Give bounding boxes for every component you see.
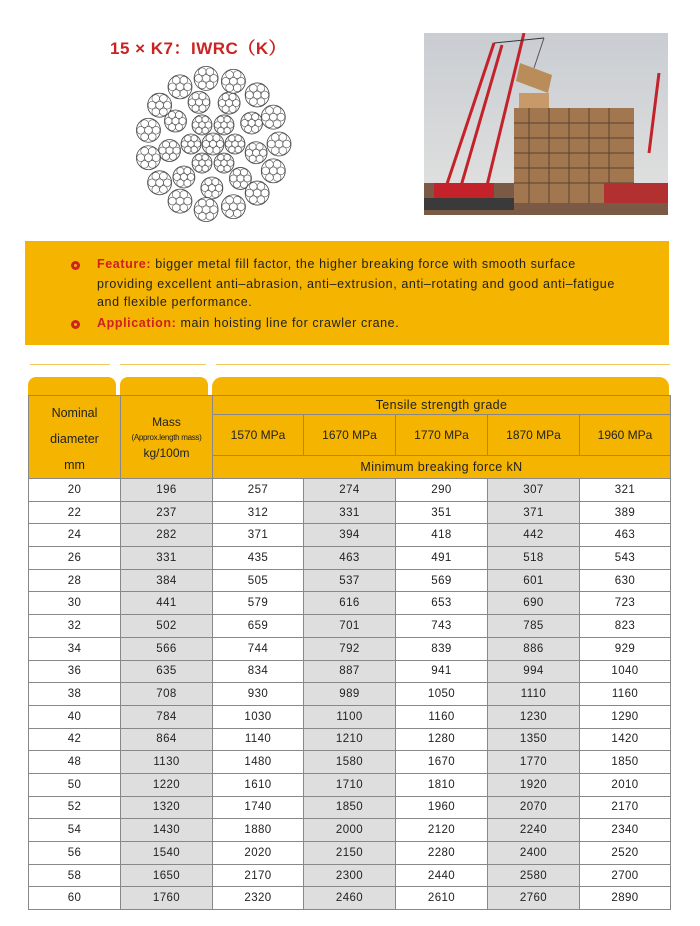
table-cell: 1540: [121, 842, 213, 865]
table-cell: 1880: [213, 819, 304, 842]
table-cell: 435: [213, 547, 304, 570]
table-cell: 601: [488, 569, 580, 592]
table-cell: 1110: [488, 683, 580, 706]
table-cell: 307: [488, 479, 580, 502]
table-cell: 321: [580, 479, 671, 502]
header-subtext: (Approx.length mass): [131, 432, 202, 442]
table-cell: 48: [29, 751, 121, 774]
table-cell: 34: [29, 637, 121, 660]
strand: [158, 140, 180, 162]
table-cell: 371: [488, 501, 580, 524]
table-cell: 30: [29, 592, 121, 615]
strand: [136, 146, 160, 170]
table-cell: 257: [213, 479, 304, 502]
feature-label: Feature:: [97, 257, 152, 271]
table-cell: 569: [396, 569, 488, 592]
table-row: [29, 819, 671, 842]
table-cell: 792: [304, 637, 396, 660]
table-cell: 441: [121, 592, 213, 615]
table-cell: 887: [304, 660, 396, 683]
table-cell: 371: [213, 524, 304, 547]
table-row: [29, 773, 671, 796]
table-cell: 56: [29, 842, 121, 865]
table-cell: 36: [29, 660, 121, 683]
table-cell: 701: [304, 615, 396, 638]
table-cell: 28: [29, 569, 121, 592]
strand: [221, 69, 245, 93]
table-cell: 537: [304, 569, 396, 592]
table-cell: 331: [121, 547, 213, 570]
table-cell: 2610: [396, 887, 488, 910]
table-cell: 1960: [396, 796, 488, 819]
table-cell: 659: [213, 615, 304, 638]
feature-line-1: [97, 255, 576, 274]
table-cell: 1920: [488, 773, 580, 796]
table-row: [29, 751, 671, 774]
table-cell: 1430: [121, 819, 213, 842]
grade-header: 1570 MPa: [213, 415, 304, 455]
table-row: [29, 615, 671, 638]
table-cell: 708: [121, 683, 213, 706]
bullet-icon: [71, 261, 80, 270]
table-cell: 543: [580, 547, 671, 570]
table-cell: 653: [396, 592, 488, 615]
table-cell: 886: [488, 637, 580, 660]
table-cell: 2320: [213, 887, 304, 910]
table-row: [29, 592, 671, 615]
table-cell: 1160: [580, 683, 671, 706]
divider: [30, 364, 110, 365]
strand: [221, 195, 245, 219]
table-row: [29, 524, 671, 547]
table-cell: 505: [213, 569, 304, 592]
table-cell: 463: [580, 524, 671, 547]
table-cell: 282: [121, 524, 213, 547]
table-cell: 1740: [213, 796, 304, 819]
table-cell: 785: [488, 615, 580, 638]
table-cell: 839: [396, 637, 488, 660]
table-cell: 1220: [121, 773, 213, 796]
feature-text-1: bigger metal fill factor, the higher breaking force with smooth surface: [151, 257, 576, 271]
table-cell: 941: [396, 660, 488, 683]
table-row: [29, 637, 671, 660]
table-cell: 50: [29, 773, 121, 796]
strand: [194, 198, 218, 222]
feature-band: [25, 241, 669, 345]
table-cell: 1420: [580, 728, 671, 751]
table-cell: 1140: [213, 728, 304, 751]
table-cell: 566: [121, 637, 213, 660]
strand: [181, 134, 201, 154]
table-cell: 2070: [488, 796, 580, 819]
table-cell: 2460: [304, 887, 396, 910]
table-row: [29, 796, 671, 819]
table-cell: 312: [213, 501, 304, 524]
table-cell: 502: [121, 615, 213, 638]
divider: [120, 364, 206, 365]
strand: [202, 133, 224, 155]
table-cell: 1290: [580, 705, 671, 728]
table-cell: 1230: [488, 705, 580, 728]
table-cell: 196: [121, 479, 213, 502]
application-line: [97, 314, 399, 333]
strand: [168, 189, 192, 213]
strand: [241, 112, 263, 134]
table-cell: 2580: [488, 864, 580, 887]
nominal-diameter-header: [29, 396, 121, 479]
strand: [148, 93, 172, 117]
table-cell: 635: [121, 660, 213, 683]
strand: [225, 134, 245, 154]
table-cell: 442: [488, 524, 580, 547]
table-cell: 1050: [396, 683, 488, 706]
table-cell: 1040: [580, 660, 671, 683]
table-cell: 994: [488, 660, 580, 683]
rope-cross-section-illustration: [133, 64, 293, 224]
table-cell: 2440: [396, 864, 488, 887]
header-text: kg/100m: [143, 445, 190, 460]
table-cell: 418: [396, 524, 488, 547]
table-cell: 2000: [304, 819, 396, 842]
table-cell: 1030: [213, 705, 304, 728]
table-row: [29, 887, 671, 910]
table-cell: 290: [396, 479, 488, 502]
table-cell: 1710: [304, 773, 396, 796]
table-cell: 384: [121, 569, 213, 592]
table-cell: 2150: [304, 842, 396, 865]
table-cell: 1130: [121, 751, 213, 774]
table-cell: 1610: [213, 773, 304, 796]
strand: [261, 159, 285, 183]
table-row: [29, 547, 671, 570]
table-cell: 2170: [580, 796, 671, 819]
grade-header: 1770 MPa: [396, 415, 488, 455]
table-cell: 60: [29, 887, 121, 910]
table-cell: 40: [29, 705, 121, 728]
strand: [192, 115, 212, 135]
table-cell: 1670: [396, 751, 488, 774]
strand: [245, 142, 267, 164]
table-cell: 1580: [304, 751, 396, 774]
table-cell: 1320: [121, 796, 213, 819]
divider: [216, 364, 670, 365]
table-cell: 743: [396, 615, 488, 638]
table-cell: 2120: [396, 819, 488, 842]
table-cell: 690: [488, 592, 580, 615]
grade-header: 1670 MPa: [304, 415, 396, 455]
strand: [267, 132, 291, 156]
table-cell: 2700: [580, 864, 671, 887]
table-cell: 20: [29, 479, 121, 502]
table-cell: 1850: [580, 751, 671, 774]
table-cell: 823: [580, 615, 671, 638]
table-cell: 389: [580, 501, 671, 524]
table-cell: 930: [213, 683, 304, 706]
table-row: [29, 705, 671, 728]
table-cell: 1650: [121, 864, 213, 887]
mass-header: [121, 396, 213, 479]
table-cell: 52: [29, 796, 121, 819]
table-row: [29, 479, 671, 502]
table-row: [29, 864, 671, 887]
strand: [214, 115, 234, 135]
table-cell: 2890: [580, 887, 671, 910]
tensile-strength-header: Tensile strength grade: [213, 396, 671, 415]
bullet-icon: [71, 320, 80, 329]
header-text: Nominal: [51, 406, 98, 420]
table-cell: 929: [580, 637, 671, 660]
page-title: 15 × K7：IWRC（K）: [110, 39, 287, 58]
strand: [168, 75, 192, 99]
table-row: [29, 683, 671, 706]
strand: [136, 118, 160, 142]
strand: [201, 177, 223, 199]
table-cell: 834: [213, 660, 304, 683]
breaking-force-header: Minimum breaking force kN: [213, 455, 671, 478]
table-cell: 723: [580, 592, 671, 615]
table-cell: 1480: [213, 751, 304, 774]
table-cell: 331: [304, 501, 396, 524]
header-text: mm: [64, 458, 85, 472]
breaking-force-table: [28, 395, 671, 910]
table-cell: 1770: [488, 751, 580, 774]
strand: [148, 171, 172, 195]
table-cell: 2240: [488, 819, 580, 842]
table-cell: 744: [213, 637, 304, 660]
header-tab: [212, 377, 669, 397]
table-cell: 2020: [213, 842, 304, 865]
header-tab: [120, 377, 208, 397]
table-cell: 2760: [488, 887, 580, 910]
header-text: diameter: [50, 432, 99, 446]
table-cell: 1850: [304, 796, 396, 819]
table-row: [29, 660, 671, 683]
table-cell: 1210: [304, 728, 396, 751]
table-cell: 616: [304, 592, 396, 615]
table-body: [29, 479, 671, 910]
table-cell: 2400: [488, 842, 580, 865]
table-cell: 630: [580, 569, 671, 592]
table-row: [29, 842, 671, 865]
table-cell: 1100: [304, 705, 396, 728]
application-text: main hoisting line for crawler crane.: [176, 316, 400, 330]
strand: [245, 181, 269, 205]
table-row: [29, 569, 671, 592]
table-cell: 1760: [121, 887, 213, 910]
table-cell: 2300: [304, 864, 396, 887]
strand: [192, 153, 212, 173]
strand: [261, 105, 285, 129]
table-cell: 42: [29, 728, 121, 751]
table-cell: 1350: [488, 728, 580, 751]
table-cell: 38: [29, 683, 121, 706]
table-row: [29, 501, 671, 524]
strand: [194, 66, 218, 90]
table-row: [29, 728, 671, 751]
table-cell: 1810: [396, 773, 488, 796]
header-text: Mass: [152, 414, 181, 429]
table-cell: 1280: [396, 728, 488, 751]
table-cell: 351: [396, 501, 488, 524]
table-cell: 2010: [580, 773, 671, 796]
table-cell: 1160: [396, 705, 488, 728]
table-cell: 491: [396, 547, 488, 570]
application-label: Application:: [97, 316, 177, 330]
strand: [214, 153, 234, 173]
strand: [173, 166, 195, 188]
strand: [218, 92, 240, 114]
table-cell: 463: [304, 547, 396, 570]
strand: [188, 91, 210, 113]
feature-text-2: providing excellent anti–abrasion, anti–extrusion, anti–rotating and good anti–fatigue: [97, 277, 615, 291]
table-cell: 394: [304, 524, 396, 547]
table-cell: 58: [29, 864, 121, 887]
strand: [245, 83, 269, 107]
table-cell: 2340: [580, 819, 671, 842]
grade-header: 1870 MPa: [488, 415, 580, 455]
table-cell: 22: [29, 501, 121, 524]
table-cell: 864: [121, 728, 213, 751]
table-cell: 2520: [580, 842, 671, 865]
table-cell: 237: [121, 501, 213, 524]
table-cell: 32: [29, 615, 121, 638]
table-cell: 2280: [396, 842, 488, 865]
table-cell: 784: [121, 705, 213, 728]
feature-text-3: and flexible performance.: [97, 295, 253, 309]
table-cell: 518: [488, 547, 580, 570]
table-cell: 2170: [213, 864, 304, 887]
table-cell: 24: [29, 524, 121, 547]
table-cell: 579: [213, 592, 304, 615]
crawler-crane-photo: [424, 33, 668, 215]
table-cell: 989: [304, 683, 396, 706]
table-cell: 26: [29, 547, 121, 570]
grade-header: 1960 MPa: [580, 415, 671, 455]
table-cell: 54: [29, 819, 121, 842]
header-tab: [28, 377, 116, 397]
table-cell: 274: [304, 479, 396, 502]
